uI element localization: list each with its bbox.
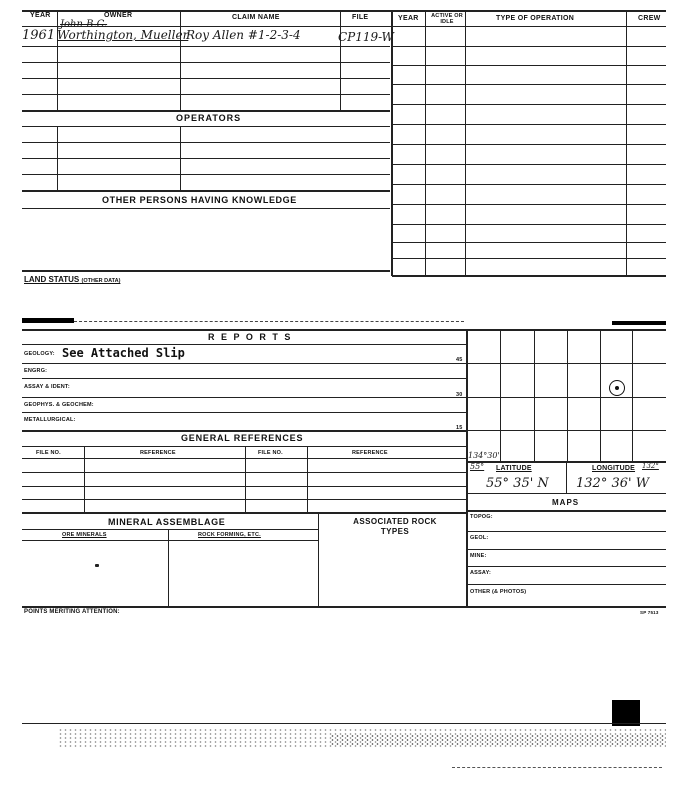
right-row-line [392,84,666,85]
header-claim-name: CLAIM NAME [232,14,280,21]
ref-divider [84,446,85,512]
row-line [22,158,390,159]
associated-rock-types-heading: ASSOCIATED ROCK TYPES [353,517,437,536]
operators-heading: OPERATORS [176,113,242,123]
col-active-divider [465,10,466,276]
latitude-label: LATITUDE [496,465,532,472]
row-line [22,486,466,487]
ref-reference-1: REFERENCE [140,450,176,456]
location-marker-circle [609,380,625,396]
row-line [22,62,390,63]
land-status-label [24,275,120,284]
right-row-line [392,242,666,243]
maps-mine-label: MINE: [470,553,487,559]
grid-line [500,329,501,461]
row-line [22,458,466,459]
scan-bar [22,318,74,323]
row-line [467,493,666,494]
land-status-top [22,270,390,272]
row-line [22,499,466,500]
geology-value: See Attached Slip [62,346,185,360]
ink-mark [95,564,99,567]
geophys-label: GEOPHYS. & GEOCHEM: [24,402,94,408]
latitude-value: 55° 35' N [486,476,549,491]
header-year-2: YEAR [398,15,419,22]
right-row-line [392,164,666,165]
row-line [22,397,466,398]
row-line [22,208,390,209]
row-line [22,606,666,608]
row-line [22,363,466,364]
row-line [467,510,666,512]
form-number: SP 7513 [640,610,659,615]
header-file: FILE [352,14,369,21]
grid-line [567,329,568,461]
right-row-line [392,204,666,205]
right-row-line [392,275,666,277]
other-persons-heading: OTHER PERSONS HAVING KNOWLEDGE [102,195,297,205]
maps-other-label: OTHER (& PHOTOS) [470,589,527,595]
row-line [22,344,466,345]
scan-dash-bottom [452,767,662,768]
row-line [22,529,318,530]
scan-dash [74,321,464,322]
row-line [22,142,390,143]
row-line [22,540,318,541]
record-claim-name: Roy Allen #1-2-3-4 [186,28,301,42]
right-row-line [392,258,666,259]
ref-divider [307,446,308,512]
right-row-line [392,224,666,225]
ref-divider [245,446,246,512]
points-meriting-attention-label: POINTS MERITING ATTENTION: [24,609,120,615]
col-owner-divider [180,10,181,110]
page-number-30: 30 [456,392,463,398]
grid-line [467,430,666,431]
page-number-45: 45 [456,357,463,363]
ref-file-no-2: FILE NO. [258,450,283,456]
col-claim-divider [340,10,341,110]
scan-bar [612,321,666,325]
right-row-line [392,104,666,105]
maps-heading: MAPS [552,498,580,507]
reports-heading: R E P O R T S [208,332,293,342]
col-file-divider [391,10,393,276]
header-active-or-idle: ACTIVE OR IDLE [431,13,463,25]
grid-line [600,329,601,461]
maps-geol-label: GEOL: [470,535,489,541]
grid-corner-label: 134°30' [468,451,500,460]
longitude-value: 132° 36' W [576,476,650,491]
right-row-line [392,184,666,185]
lat-corner: 55° [470,462,485,471]
row-line [22,446,466,447]
mineral-assemblage-heading: MINERAL ASSEMBLAGE [108,517,226,527]
maps-topog-label: TOPOG: [470,514,493,520]
mineral-divider [318,512,319,607]
record-owner: Worthington, Mueller [57,28,189,42]
row-line [22,412,466,413]
row-line [22,126,390,127]
metallurgical-label: METALLURGICAL: [24,417,76,423]
maps-assay-label: ASSAY: [470,570,492,576]
bottom-edge-line [22,723,666,724]
location-marker-dot [615,386,619,390]
record-file: CP119-W [338,30,394,44]
ore-minerals-label: ORE MINERALS [62,532,107,538]
row-line [467,566,666,567]
lat-lon-divider [566,461,567,493]
row-line [22,190,390,192]
record-year: 1961 [22,28,56,43]
row-line [22,378,466,379]
header-owner: OWNER [104,12,133,19]
row-line [467,549,666,550]
row-line [22,512,466,514]
lon-corner: 132° [642,462,659,470]
owner-strikeout: John B.C. [60,19,108,30]
rock-forming-label: ROCK FORMING, ETC. [198,532,261,538]
row-line [467,531,666,532]
grid-line [632,329,633,461]
grid-line [467,397,666,398]
scan-noise-dense [330,734,666,746]
row-line [22,174,390,175]
col-year-divider [57,10,58,110]
general-references-heading: GENERAL REFERENCES [181,433,304,443]
row-line [22,46,390,47]
header-year: YEAR [30,12,51,19]
row-line [467,584,666,585]
ref-reference-2: REFERENCE [352,450,388,456]
assay-label: ASSAY & IDENT: [24,384,70,390]
col-year2-divider [425,10,426,276]
header-crew: CREW [638,15,661,22]
right-row-line [392,46,666,47]
longitude-label: LONGITUDE [592,465,636,472]
col-type-divider [626,10,627,276]
grid-line [467,363,666,364]
land-status-text: LAND STATUS [24,275,80,284]
header-underline [22,26,666,27]
row-line [22,472,466,473]
right-row-line [392,124,666,125]
geology-label: GEOLOGY: [24,351,55,357]
land-status-note: (OTHER DATA) [81,278,121,284]
page-number-15: 15 [456,425,463,431]
right-row-line [392,144,666,145]
reports-top-border [22,329,666,331]
right-row-line [392,65,666,66]
header-type-of-operation: TYPE OF OPERATION [496,15,575,22]
ref-file-no-1: FILE NO. [36,450,61,456]
row-line [22,430,466,432]
grid-line [534,329,535,461]
row-line [22,94,390,95]
engrg-label: ENGRG: [24,368,48,374]
row-line [22,78,390,79]
row-line [22,110,390,112]
